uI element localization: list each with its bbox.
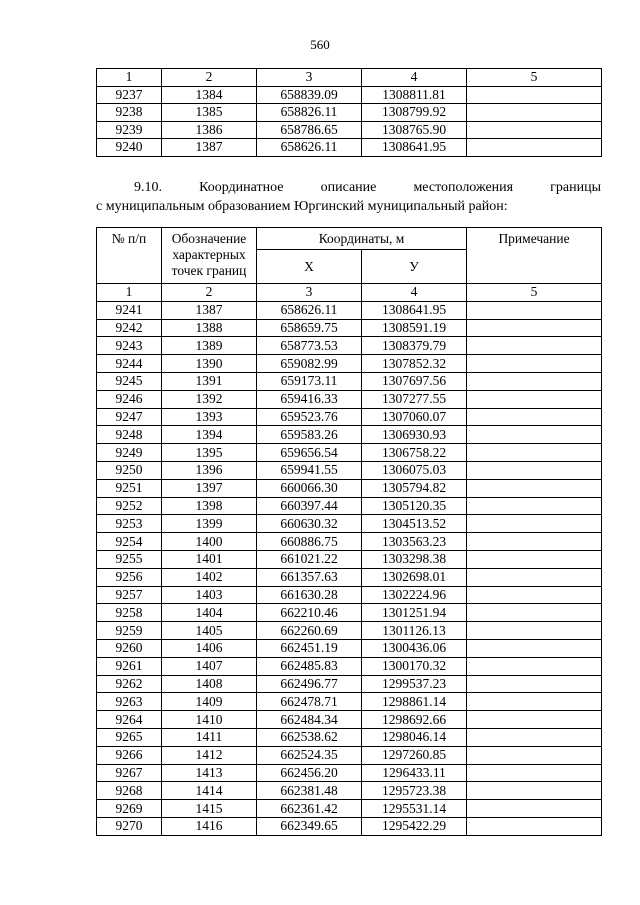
cell-note xyxy=(467,586,602,604)
cell-x: 662349.65 xyxy=(257,817,362,835)
table-row xyxy=(97,121,602,139)
section-heading-line2: с муниципальным образованием Юргинский муниципальный район: xyxy=(96,199,508,214)
cell-y: 1302698.01 xyxy=(362,568,467,586)
table2-body xyxy=(97,284,602,836)
cell-point: 1411 xyxy=(162,728,257,746)
cell-num: 9264 xyxy=(97,711,162,729)
cell-num: 9247 xyxy=(97,408,162,426)
column-number-row xyxy=(97,284,602,302)
cell-y: 1300436.06 xyxy=(362,639,467,657)
cell-point: 1393 xyxy=(162,408,257,426)
cell-num: 9263 xyxy=(97,693,162,711)
cell-note xyxy=(467,800,602,818)
cell-y: 1307852.32 xyxy=(362,355,467,373)
cell-x: 662496.77 xyxy=(257,675,362,693)
cell-num: 9262 xyxy=(97,675,162,693)
cell-num: 9243 xyxy=(97,337,162,355)
cell-x: 660886.75 xyxy=(257,533,362,551)
cell-point: 1415 xyxy=(162,800,257,818)
cell-y: 1307060.07 xyxy=(362,408,467,426)
cell-point: 1413 xyxy=(162,764,257,782)
cell-note xyxy=(467,461,602,479)
column-number: 3 xyxy=(257,69,362,87)
cell-point: 1387 xyxy=(162,139,257,157)
cell-y: 1301251.94 xyxy=(362,604,467,622)
cell-y: 1308799.92 xyxy=(362,104,467,122)
cell-y: 1308811.81 xyxy=(362,86,467,104)
cell-y: 1295723.38 xyxy=(362,782,467,800)
table-row xyxy=(97,139,602,157)
table1-body xyxy=(97,69,602,157)
cell-num: 9267 xyxy=(97,764,162,782)
cell-x: 662524.35 xyxy=(257,746,362,764)
cell-point: 1404 xyxy=(162,604,257,622)
cell-point: 1408 xyxy=(162,675,257,693)
cell-point: 1402 xyxy=(162,568,257,586)
cell-x: 659941.55 xyxy=(257,461,362,479)
cell-note xyxy=(467,497,602,515)
cell-point: 1397 xyxy=(162,479,257,497)
cell-point: 1407 xyxy=(162,657,257,675)
column-number-row xyxy=(97,69,602,87)
section-heading xyxy=(96,178,601,216)
cell-note xyxy=(467,550,602,568)
table-row xyxy=(97,800,602,818)
cell-note xyxy=(467,355,602,373)
column-number: 3 xyxy=(257,284,362,302)
cell-note xyxy=(467,515,602,533)
cell-y: 1308591.19 xyxy=(362,319,467,337)
cell-point: 1390 xyxy=(162,355,257,373)
table-row xyxy=(97,390,602,408)
cell-num: 9239 xyxy=(97,121,162,139)
cell-y: 1302224.96 xyxy=(362,586,467,604)
table-row xyxy=(97,461,602,479)
cell-note xyxy=(467,657,602,675)
cell-point: 1410 xyxy=(162,711,257,729)
cell-x: 659583.26 xyxy=(257,426,362,444)
cell-x: 659173.11 xyxy=(257,372,362,390)
section-word: местоположения xyxy=(413,180,514,195)
cell-num: 9258 xyxy=(97,604,162,622)
cell-num: 9261 xyxy=(97,657,162,675)
cell-num: 9245 xyxy=(97,372,162,390)
coordinates-table-continued xyxy=(96,68,602,157)
table-row xyxy=(97,639,602,657)
cell-num: 9255 xyxy=(97,550,162,568)
cell-x: 658839.09 xyxy=(257,86,362,104)
cell-point: 1398 xyxy=(162,497,257,515)
cell-note xyxy=(467,121,602,139)
cell-y: 1297260.85 xyxy=(362,746,467,764)
column-number: 4 xyxy=(362,69,467,87)
coordinates-table xyxy=(96,227,602,836)
cell-point: 1394 xyxy=(162,426,257,444)
table-row xyxy=(97,497,602,515)
cell-y: 1295422.29 xyxy=(362,817,467,835)
cell-y: 1303563.23 xyxy=(362,533,467,551)
section-number: 9.10. xyxy=(134,180,162,195)
table-row xyxy=(97,372,602,390)
cell-num: 9241 xyxy=(97,301,162,319)
cell-y: 1305120.35 xyxy=(362,497,467,515)
cell-note xyxy=(467,568,602,586)
cell-y: 1301126.13 xyxy=(362,622,467,640)
cell-point: 1395 xyxy=(162,444,257,462)
table-row xyxy=(97,622,602,640)
cell-point: 1405 xyxy=(162,622,257,640)
cell-point: 1386 xyxy=(162,121,257,139)
table-row xyxy=(97,426,602,444)
cell-num: 9253 xyxy=(97,515,162,533)
table-row xyxy=(97,319,602,337)
cell-note xyxy=(467,604,602,622)
section-word: границы xyxy=(550,180,601,195)
cell-num: 9242 xyxy=(97,319,162,337)
cell-note xyxy=(467,622,602,640)
cell-note xyxy=(467,479,602,497)
cell-x: 659416.33 xyxy=(257,390,362,408)
cell-num: 9246 xyxy=(97,390,162,408)
cell-point: 1387 xyxy=(162,301,257,319)
cell-x: 658826.11 xyxy=(257,104,362,122)
cell-x: 658786.65 xyxy=(257,121,362,139)
section-heading-line1 xyxy=(96,178,601,197)
cell-y: 1296433.11 xyxy=(362,764,467,782)
header-designation: Обозначение характерных точек границ xyxy=(162,228,257,284)
cell-num: 9266 xyxy=(97,746,162,764)
cell-x: 661357.63 xyxy=(257,568,362,586)
cell-num: 9269 xyxy=(97,800,162,818)
cell-note xyxy=(467,372,602,390)
cell-point: 1396 xyxy=(162,461,257,479)
cell-num: 9254 xyxy=(97,533,162,551)
cell-y: 1307697.56 xyxy=(362,372,467,390)
cell-point: 1400 xyxy=(162,533,257,551)
table-row xyxy=(97,746,602,764)
cell-point: 1399 xyxy=(162,515,257,533)
table-row xyxy=(97,533,602,551)
cell-note xyxy=(467,711,602,729)
cell-note xyxy=(467,139,602,157)
cell-num: 9251 xyxy=(97,479,162,497)
cell-x: 660066.30 xyxy=(257,479,362,497)
table-row xyxy=(97,657,602,675)
header-x: Х xyxy=(257,250,362,284)
column-number: 2 xyxy=(162,69,257,87)
table-row xyxy=(97,711,602,729)
cell-num: 9257 xyxy=(97,586,162,604)
table-row xyxy=(97,675,602,693)
cell-point: 1384 xyxy=(162,86,257,104)
cell-x: 662456.20 xyxy=(257,764,362,782)
cell-num: 9237 xyxy=(97,86,162,104)
cell-point: 1403 xyxy=(162,586,257,604)
cell-num: 9249 xyxy=(97,444,162,462)
cell-y: 1299537.23 xyxy=(362,675,467,693)
column-number: 4 xyxy=(362,284,467,302)
table-row xyxy=(97,337,602,355)
cell-point: 1401 xyxy=(162,550,257,568)
cell-x: 662451.19 xyxy=(257,639,362,657)
column-number: 5 xyxy=(467,69,602,87)
cell-y: 1308641.95 xyxy=(362,139,467,157)
cell-point: 1414 xyxy=(162,782,257,800)
cell-point: 1409 xyxy=(162,693,257,711)
table-row xyxy=(97,728,602,746)
cell-x: 658626.11 xyxy=(257,139,362,157)
cell-num: 9256 xyxy=(97,568,162,586)
cell-y: 1306758.22 xyxy=(362,444,467,462)
header-y: У xyxy=(362,250,467,284)
cell-note xyxy=(467,444,602,462)
cell-x: 662478.71 xyxy=(257,693,362,711)
cell-x: 662381.48 xyxy=(257,782,362,800)
header-num: № п/п xyxy=(97,228,162,284)
cell-note xyxy=(467,693,602,711)
column-number: 5 xyxy=(467,284,602,302)
table-row xyxy=(97,86,602,104)
cell-note xyxy=(467,104,602,122)
cell-x: 659523.76 xyxy=(257,408,362,426)
cell-x: 660397.44 xyxy=(257,497,362,515)
cell-num: 9252 xyxy=(97,497,162,515)
cell-y: 1298692.66 xyxy=(362,711,467,729)
cell-num: 9260 xyxy=(97,639,162,657)
cell-note xyxy=(467,533,602,551)
cell-note xyxy=(467,675,602,693)
cell-note xyxy=(467,639,602,657)
table-row xyxy=(97,782,602,800)
cell-y: 1300170.32 xyxy=(362,657,467,675)
cell-note xyxy=(467,728,602,746)
cell-x: 662260.69 xyxy=(257,622,362,640)
cell-x: 658626.11 xyxy=(257,301,362,319)
cell-x: 662361.42 xyxy=(257,800,362,818)
cell-y: 1306930.93 xyxy=(362,426,467,444)
cell-num: 9268 xyxy=(97,782,162,800)
cell-note xyxy=(467,86,602,104)
header-coords: Координаты, м xyxy=(257,228,467,250)
cell-num: 9238 xyxy=(97,104,162,122)
table-row xyxy=(97,444,602,462)
cell-x: 659082.99 xyxy=(257,355,362,373)
table-row xyxy=(97,408,602,426)
cell-point: 1391 xyxy=(162,372,257,390)
cell-note xyxy=(467,390,602,408)
cell-note xyxy=(467,319,602,337)
cell-x: 660630.32 xyxy=(257,515,362,533)
cell-y: 1308765.90 xyxy=(362,121,467,139)
cell-num: 9240 xyxy=(97,139,162,157)
table-row xyxy=(97,568,602,586)
cell-note xyxy=(467,337,602,355)
cell-point: 1392 xyxy=(162,390,257,408)
cell-num: 9244 xyxy=(97,355,162,373)
cell-point: 1389 xyxy=(162,337,257,355)
cell-x: 662484.34 xyxy=(257,711,362,729)
column-number: 1 xyxy=(97,284,162,302)
table-row xyxy=(97,515,602,533)
cell-x: 662485.83 xyxy=(257,657,362,675)
page-number: 560 xyxy=(310,37,330,52)
cell-note xyxy=(467,782,602,800)
cell-note xyxy=(467,301,602,319)
table-row xyxy=(97,586,602,604)
cell-y: 1308379.79 xyxy=(362,337,467,355)
cell-y: 1308641.95 xyxy=(362,301,467,319)
cell-point: 1406 xyxy=(162,639,257,657)
table-row xyxy=(97,355,602,373)
cell-x: 662538.62 xyxy=(257,728,362,746)
cell-note xyxy=(467,746,602,764)
cell-y: 1307277.55 xyxy=(362,390,467,408)
cell-point: 1412 xyxy=(162,746,257,764)
cell-x: 658659.75 xyxy=(257,319,362,337)
table-row xyxy=(97,764,602,782)
cell-x: 658773.53 xyxy=(257,337,362,355)
cell-y: 1303298.38 xyxy=(362,550,467,568)
section-word: Координатное xyxy=(199,180,284,195)
cell-note xyxy=(467,764,602,782)
cell-note xyxy=(467,426,602,444)
table-row xyxy=(97,479,602,497)
header-note: Примечание xyxy=(467,228,602,284)
column-number: 2 xyxy=(162,284,257,302)
table-row xyxy=(97,550,602,568)
cell-num: 9270 xyxy=(97,817,162,835)
cell-point: 1388 xyxy=(162,319,257,337)
cell-note xyxy=(467,408,602,426)
table-row xyxy=(97,817,602,835)
cell-num: 9248 xyxy=(97,426,162,444)
table-row xyxy=(97,693,602,711)
cell-y: 1298861.14 xyxy=(362,693,467,711)
cell-point: 1385 xyxy=(162,104,257,122)
cell-y: 1305794.82 xyxy=(362,479,467,497)
column-number: 1 xyxy=(97,69,162,87)
section-word: описание xyxy=(320,180,377,195)
cell-num: 9265 xyxy=(97,728,162,746)
cell-x: 661021.22 xyxy=(257,550,362,568)
cell-y: 1306075.03 xyxy=(362,461,467,479)
cell-y: 1295531.14 xyxy=(362,800,467,818)
cell-x: 661630.28 xyxy=(257,586,362,604)
table-row xyxy=(97,301,602,319)
cell-y: 1304513.52 xyxy=(362,515,467,533)
cell-num: 9250 xyxy=(97,461,162,479)
table-row xyxy=(97,604,602,622)
cell-note xyxy=(467,817,602,835)
cell-point: 1416 xyxy=(162,817,257,835)
cell-x: 662210.46 xyxy=(257,604,362,622)
cell-x: 659656.54 xyxy=(257,444,362,462)
cell-y: 1298046.14 xyxy=(362,728,467,746)
table-row xyxy=(97,104,602,122)
cell-num: 9259 xyxy=(97,622,162,640)
